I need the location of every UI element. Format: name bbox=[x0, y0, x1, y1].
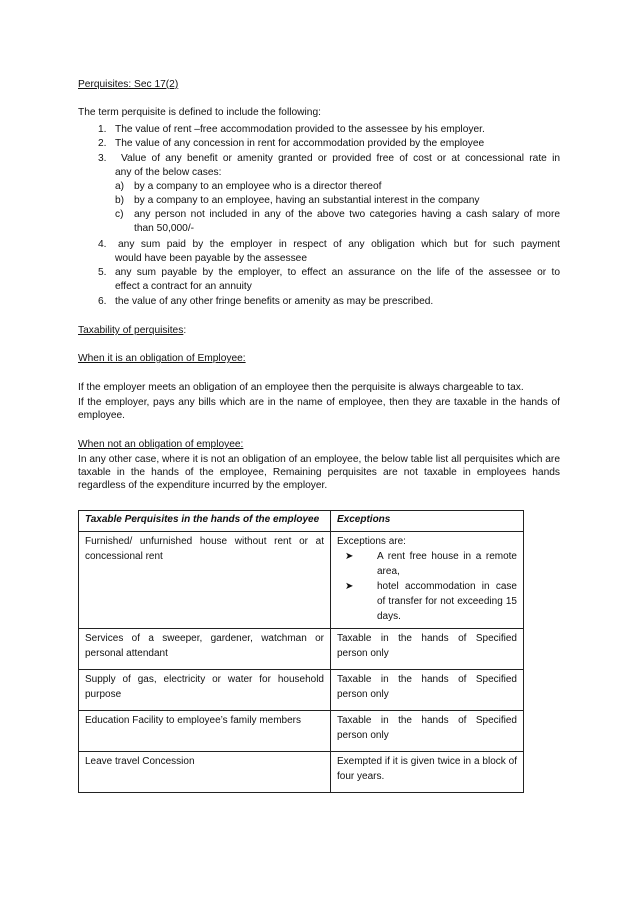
not-obligation-heading: When not an obligation of employee: bbox=[78, 439, 244, 450]
taxability-colon: : bbox=[183, 325, 187, 336]
perquisite-cell: Education Facility to employee’s family members bbox=[79, 711, 331, 752]
taxability-heading-wrap bbox=[78, 324, 186, 337]
list-item-5-line-2: effect a contract for an annuity bbox=[115, 281, 252, 292]
table-row bbox=[79, 752, 524, 793]
perquisite-cell: Supply of gas, electricity or water for household purpose bbox=[79, 670, 331, 711]
exception-intro: Exceptions are: bbox=[337, 536, 406, 547]
list-number-4: 4. bbox=[98, 239, 107, 250]
list-item-3-line-1: Value of any benefit or amenity granted or provided free of cost or at concessional rate in bbox=[121, 153, 560, 164]
sub-item-c-line-2: than 50,000/- bbox=[134, 223, 195, 234]
list-item-2: The value of any concession in rent for accommodation provided by the employee bbox=[115, 138, 485, 149]
exception-bullet-text: hotel accommodation in case of transfer for not exceeding 15 days. bbox=[377, 581, 517, 622]
arrowhead-bullet-icon: ➤ bbox=[345, 581, 354, 592]
list-item bbox=[337, 579, 517, 624]
table-row bbox=[79, 670, 524, 711]
exception-cell: Exempted if it is given twice in a block of four years. bbox=[331, 752, 524, 793]
list-number-6: 6. bbox=[98, 296, 107, 307]
col-header-perquisites: Taxable Perquisites in the hands of the employee bbox=[79, 511, 331, 532]
list-number-1: 1. bbox=[98, 124, 107, 135]
sub-item-a: by a company to an employee who is a director thereof bbox=[134, 181, 382, 192]
exception-cell: Taxable in the hands of Specified person only bbox=[331, 711, 524, 752]
list-item-4-line-1: any sum paid by the employer in respect of any obligation which but for such payment bbox=[118, 239, 560, 250]
intro-text: The term perquisite is defined to include the following: bbox=[78, 107, 321, 118]
sub-item-a-letter: a) bbox=[115, 181, 125, 192]
list-item-1: The value of rent –free accommodation provided to the assessee by his employer. bbox=[115, 124, 485, 135]
list-item-3-line-2: any of the below cases: bbox=[115, 167, 222, 178]
exception-list bbox=[337, 549, 517, 624]
list-item-6: the value of any other fringe benefits or amenity as may be prescribed. bbox=[115, 296, 434, 307]
list-item bbox=[337, 549, 517, 579]
table-header-row bbox=[79, 511, 524, 532]
list-number-2: 2. bbox=[98, 138, 107, 149]
perquisite-cell: Services of a sweeper, gardener, watchman or personal attendant bbox=[79, 629, 331, 670]
exception-cell bbox=[331, 532, 524, 629]
perquisite-cell: Furnished/ unfurnished house without rent or at concessional rent bbox=[79, 532, 331, 629]
perquisites-table bbox=[78, 510, 524, 793]
arrowhead-bullet-icon: ➤ bbox=[345, 551, 354, 562]
obligation-heading: When it is an obligation of Employee: bbox=[78, 353, 246, 364]
list-item-4-line-2: would have been payable by the assessee bbox=[115, 253, 308, 264]
obligation-text-1: If the employer meets an obligation of an employee then the perquisite is always chargeable to tax. bbox=[78, 382, 524, 393]
list-number-3: 3. bbox=[98, 153, 107, 164]
sub-item-b: by a company to an employee, having an substantial interest in the company bbox=[134, 195, 480, 206]
col-header-exceptions: Exceptions bbox=[331, 511, 524, 532]
sub-item-c-letter: c) bbox=[115, 209, 124, 220]
list-number-5: 5. bbox=[98, 267, 107, 278]
sub-item-b-letter: b) bbox=[115, 195, 125, 206]
table-row bbox=[79, 629, 524, 670]
exception-bullet-text: A rent free house in a remote area, bbox=[377, 551, 517, 577]
perquisite-cell: Leave travel Concession bbox=[79, 752, 331, 793]
taxability-heading: Taxability of perquisites bbox=[78, 325, 184, 336]
exception-cell: Taxable in the hands of Specified person only bbox=[331, 629, 524, 670]
table-row bbox=[79, 711, 524, 752]
sub-item-c-line-1: any person not included in any of the above two categories having a cash salary of more bbox=[134, 209, 560, 220]
section-heading: Perquisites: Sec 17(2) bbox=[78, 79, 179, 90]
list-item-5-line-1: any sum payable by the employer, to effect an assurance on the life of the assessee or to bbox=[115, 267, 560, 278]
obligation-text-2: If the employer, pays any bills which are in the name of employee, then they are taxable in the hands of employee. bbox=[78, 397, 560, 421]
table-row bbox=[79, 532, 524, 629]
not-obligation-text: In any other case, where it is not an obligation of an employee, the below table list all perquisites which are taxable in the hands of the employee, Remaining perquisites are not taxable in employees hands regardless of the expenditure incurred by the employer. bbox=[78, 454, 560, 491]
exception-cell: Taxable in the hands of Specified person only bbox=[331, 670, 524, 711]
